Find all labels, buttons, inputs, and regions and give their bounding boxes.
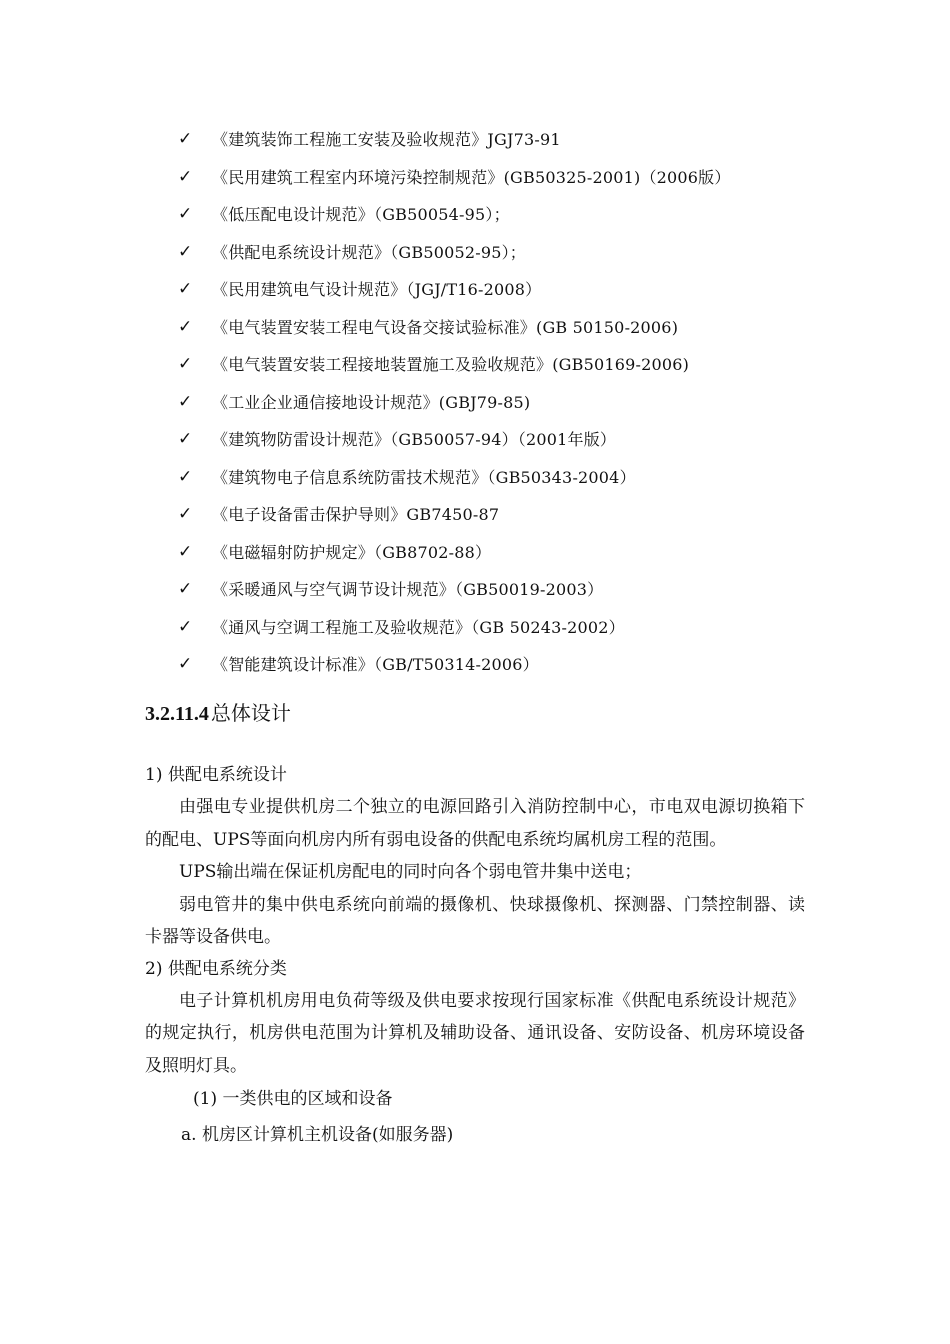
standard-text: 《电子设备雷击保护导则》GB7450-87 <box>212 505 500 524</box>
standard-text: 《建筑物防雷设计规范》（GB50057-94）（2001年版） <box>212 430 617 449</box>
subitem-1: (1) 一类供电的区域和设备 <box>193 1089 393 1109</box>
item1-paragraph-1: 由强电专业提供机房二个独立的电源回路引入消防控制中心，市电双电源切换箱下的配电、UPS等面向机房内所有弱电设备的供配电系统均属机房工程的范围。 <box>145 797 805 850</box>
standards-list <box>178 121 878 684</box>
standard-list-item <box>178 234 878 272</box>
checkmark-icon: ✓ <box>178 541 193 562</box>
standard-list-item <box>178 159 878 197</box>
standard-text: 《供配电系统设计规范》（GB50052-95）； <box>212 242 527 262</box>
standard-list-item <box>178 421 878 459</box>
standard-list-item <box>178 496 878 534</box>
standard-text: 《低压配电设计规范》（GB50054-95）； <box>212 205 510 224</box>
item1-paragraph-2: UPS输出端在保证机房配电的同时向各个弱电管井集中送电； <box>179 862 642 882</box>
standard-list-item <box>178 346 878 384</box>
standard-list-item <box>178 196 878 234</box>
standard-list-item <box>178 459 878 497</box>
section-number: 3.2.11.4 <box>145 703 209 725</box>
standard-text: 《电气装置安装工程接地装置施工及验收规范》(GB50169-2006) <box>212 355 690 374</box>
checkmark-icon: ✓ <box>178 466 193 487</box>
item2-paragraph-1: 电子计算机机房用电负荷等级及供电要求按现行国家标准《供配电系统设计规范》的规定执行，机房供电范围为计算机及辅助设备、通讯设备、安防设备、机房环境设备及照明灯具。 <box>145 990 805 1076</box>
standard-text: 《民用建筑电气设计规范》（JGJ/T16-2008） <box>212 280 542 299</box>
standard-text: 《采暖通风与空气调节设计规范》（GB50019-2003） <box>212 580 604 599</box>
checkmark-icon: ✓ <box>178 241 193 262</box>
standard-text: 《建筑物电子信息系统防雷技术规范》（GB50343-2004） <box>212 467 636 487</box>
standard-list-item <box>178 271 878 309</box>
standard-text: 《电气装置安装工程电气设备交接试验标准》(GB 50150-2006) <box>212 317 679 337</box>
checkmark-icon: ✓ <box>178 504 193 524</box>
checkmark-icon: ✓ <box>178 579 193 599</box>
standard-list-item <box>178 609 878 647</box>
standard-text: 《工业企业通信接地设计规范》(GBJ79-85) <box>212 392 531 412</box>
standard-text: 《民用建筑工程室内环境污染控制规范》(GB50325-2001)（2006版） <box>212 167 731 187</box>
checkmark-icon: ✓ <box>178 166 193 187</box>
standard-list-item <box>178 646 878 684</box>
checkmark-icon: ✓ <box>178 354 193 374</box>
checkmark-icon: ✓ <box>178 391 193 412</box>
standard-list-item <box>178 384 878 422</box>
standard-list-item <box>178 534 878 572</box>
subitem-a: a. 机房区计算机主机设备(如服务器) <box>181 1125 454 1145</box>
standard-text: 《智能建筑设计标准》（GB/T50314-2006） <box>212 655 539 674</box>
item1-paragraph-3: 弱电管井的集中供电系统向前端的摄像机、快球摄像机、探测器、门禁控制器、读卡器等设备供电。 <box>145 894 805 947</box>
item2-title: 2) 供配电系统分类 <box>145 958 287 979</box>
checkmark-icon: ✓ <box>178 316 193 337</box>
checkmark-icon: ✓ <box>178 429 193 449</box>
checkmark-icon: ✓ <box>178 279 193 299</box>
body-content <box>145 760 805 1151</box>
checkmark-icon: ✓ <box>178 654 193 674</box>
section-heading <box>145 697 291 726</box>
checkmark-icon: ✓ <box>178 204 193 224</box>
standard-list-item <box>178 571 878 609</box>
standard-text: 《电磁辐射防护规定》（GB8702-88） <box>212 542 492 562</box>
section-title: 总体设计 <box>210 701 291 725</box>
item1-title: 1) 供配电系统设计 <box>145 765 287 785</box>
standard-text: 《建筑装饰工程施工安装及验收规范》JGJ73-91 <box>212 130 561 149</box>
standard-list-item <box>178 309 878 347</box>
checkmark-icon: ✓ <box>178 129 193 149</box>
checkmark-icon: ✓ <box>178 616 193 637</box>
standard-text: 《通风与空调工程施工及验收规范》（GB 50243-2002） <box>212 617 625 637</box>
standard-list-item <box>178 121 878 159</box>
